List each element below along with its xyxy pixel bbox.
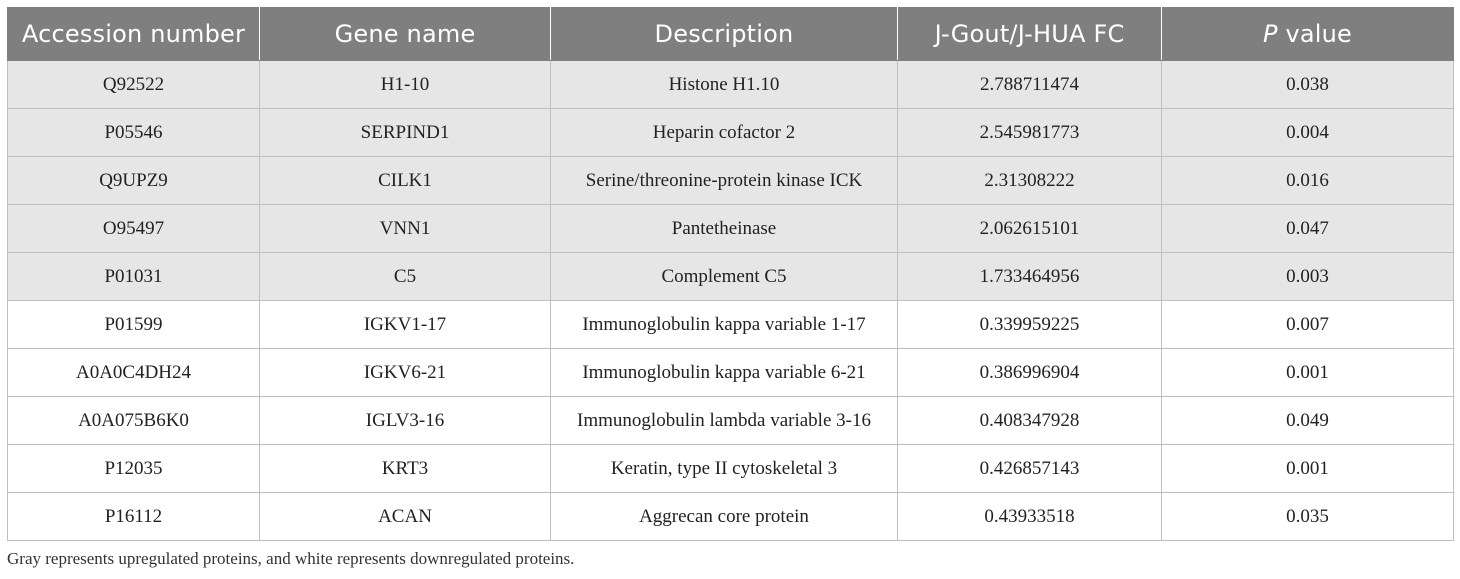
cell-description: Immunoglobulin lambda variable 3-16	[551, 397, 898, 445]
cell-fold-change: 0.426857143	[898, 445, 1162, 493]
cell-fold-change: 0.43933518	[898, 493, 1162, 541]
cell-gene-name: VNN1	[260, 205, 551, 253]
cell-description: Heparin cofactor 2	[551, 109, 898, 157]
cell-accession-number: Q9UPZ9	[8, 157, 260, 205]
cell-p-value: 0.047	[1162, 205, 1454, 253]
cell-fold-change: 2.062615101	[898, 205, 1162, 253]
protein-table	[7, 7, 1454, 541]
cell-p-value: 0.049	[1162, 397, 1454, 445]
header-p-value	[1162, 8, 1454, 61]
cell-p-value: 0.016	[1162, 157, 1454, 205]
cell-description: Immunoglobulin kappa variable 6-21	[551, 349, 898, 397]
cell-fold-change: 2.31308222	[898, 157, 1162, 205]
table-row	[8, 253, 1454, 301]
header-accession-number: Accession number	[8, 8, 260, 61]
cell-fold-change: 2.788711474	[898, 61, 1162, 109]
header-fold-change: J-Gout/J-HUA FC	[898, 8, 1162, 61]
cell-description: Serine/threonine-protein kinase ICK	[551, 157, 898, 205]
cell-description: Pantetheinase	[551, 205, 898, 253]
cell-fold-change: 0.339959225	[898, 301, 1162, 349]
cell-gene-name: SERPIND1	[260, 109, 551, 157]
table-row	[8, 301, 1454, 349]
cell-fold-change: 0.386996904	[898, 349, 1162, 397]
cell-accession-number: P05546	[8, 109, 260, 157]
cell-accession-number: P16112	[8, 493, 260, 541]
cell-description: Histone H1.10	[551, 61, 898, 109]
table-header	[8, 8, 1454, 61]
cell-gene-name: IGKV6-21	[260, 349, 551, 397]
table-row	[8, 157, 1454, 205]
cell-accession-number: P12035	[8, 445, 260, 493]
cell-gene-name: CILK1	[260, 157, 551, 205]
cell-accession-number: O95497	[8, 205, 260, 253]
cell-accession-number: A0A075B6K0	[8, 397, 260, 445]
table-body	[8, 61, 1454, 541]
header-p-letter: P	[1262, 20, 1278, 48]
cell-gene-name: KRT3	[260, 445, 551, 493]
table-row	[8, 205, 1454, 253]
table-row	[8, 493, 1454, 541]
cell-fold-change: 1.733464956	[898, 253, 1162, 301]
cell-gene-name: IGLV3-16	[260, 397, 551, 445]
cell-description: Complement C5	[551, 253, 898, 301]
cell-p-value: 0.038	[1162, 61, 1454, 109]
table-row	[8, 109, 1454, 157]
cell-description: Immunoglobulin kappa variable 1-17	[551, 301, 898, 349]
cell-accession-number: Q92522	[8, 61, 260, 109]
cell-gene-name: C5	[260, 253, 551, 301]
cell-gene-name: ACAN	[260, 493, 551, 541]
header-gene-name: Gene name	[260, 8, 551, 61]
header-description: Description	[551, 8, 898, 61]
cell-gene-name: H1-10	[260, 61, 551, 109]
cell-p-value: 0.035	[1162, 493, 1454, 541]
cell-p-value: 0.001	[1162, 445, 1454, 493]
cell-p-value: 0.001	[1162, 349, 1454, 397]
cell-fold-change: 2.545981773	[898, 109, 1162, 157]
table-row	[8, 445, 1454, 493]
cell-accession-number: P01599	[8, 301, 260, 349]
cell-p-value: 0.003	[1162, 253, 1454, 301]
table-row	[8, 397, 1454, 445]
cell-p-value: 0.007	[1162, 301, 1454, 349]
cell-description: Keratin, type II cytoskeletal 3	[551, 445, 898, 493]
cell-accession-number: A0A0C4DH24	[8, 349, 260, 397]
cell-fold-change: 0.408347928	[898, 397, 1162, 445]
cell-description: Aggrecan core protein	[551, 493, 898, 541]
cell-p-value: 0.004	[1162, 109, 1454, 157]
header-row	[8, 8, 1454, 61]
cell-gene-name: IGKV1-17	[260, 301, 551, 349]
cell-accession-number: P01031	[8, 253, 260, 301]
header-p-suffix: value	[1277, 20, 1353, 48]
table-row	[8, 349, 1454, 397]
table-footnote: Gray represents upregulated proteins, and white represents downregulated proteins.	[7, 549, 575, 568]
table-row	[8, 61, 1454, 109]
